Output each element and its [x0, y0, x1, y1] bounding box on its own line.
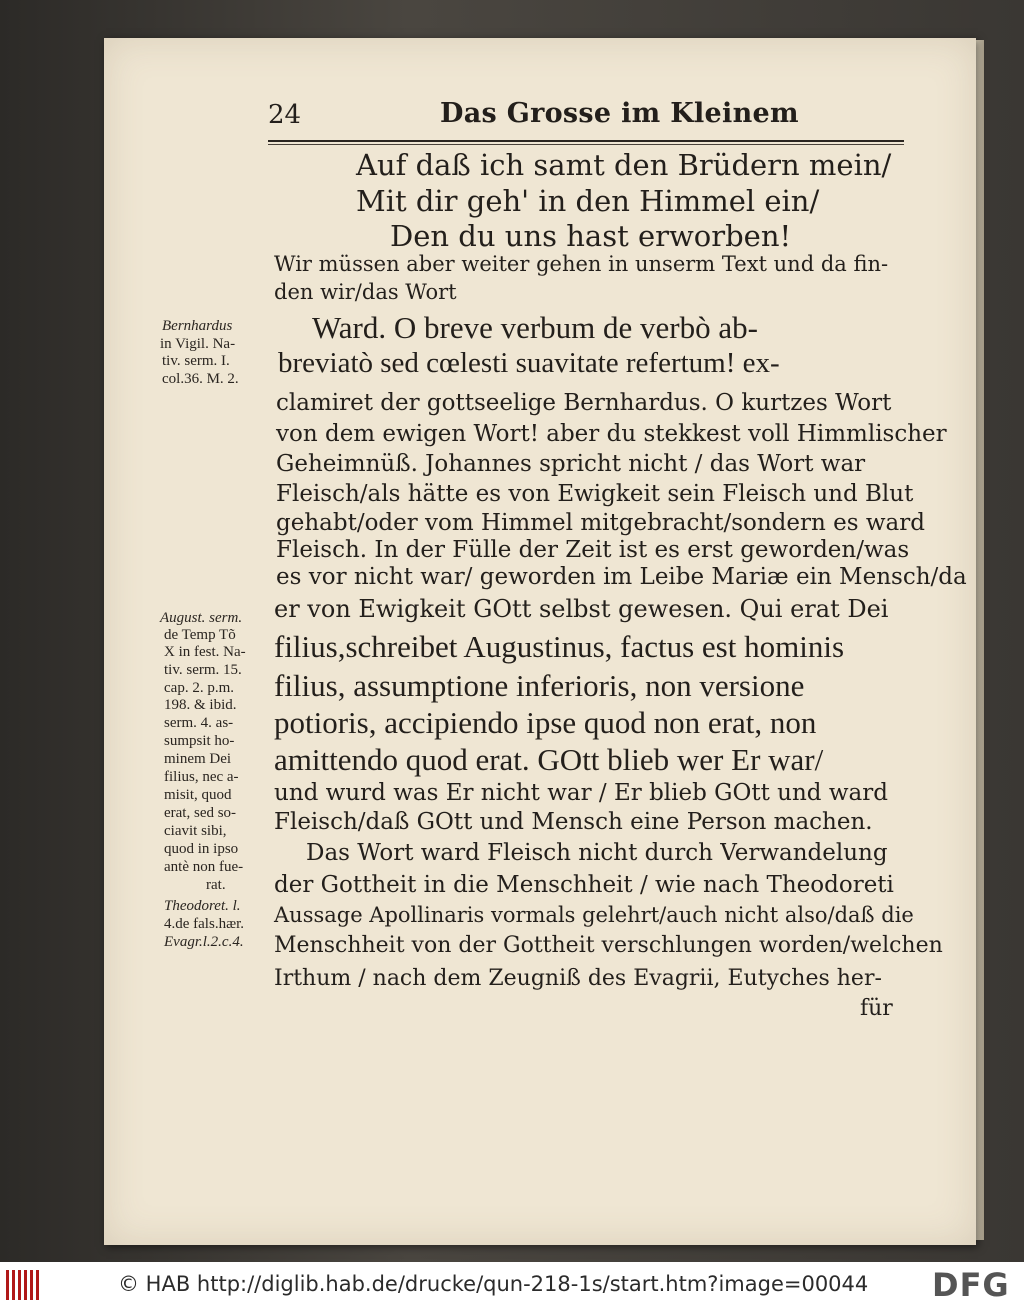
margin-note: de Temp Tõ — [164, 627, 236, 643]
text-line: und wurd was Er nicht war / Er blieb GOtt und ward — [274, 780, 888, 806]
text-line: Ward. O breve verbum de verbò ab- — [312, 310, 758, 345]
text-line: Den du uns hast erworben! — [390, 219, 792, 253]
text-line: breviatò sed cœlesti suavitate refertum! ex- — [278, 347, 780, 379]
text-line: Wir müssen aber weiter gehen in unserm Text und da fin- — [274, 252, 889, 276]
margin-note: filius, nec a- — [164, 769, 239, 785]
margin-note: ciavit sibi, — [164, 823, 227, 839]
text-line: Mit dir geh' in den Himmel ein/ — [356, 184, 820, 218]
margin-note: cap. 2. p.m. — [164, 680, 234, 696]
text-line: Fleisch. In der Fülle der Zeit ist es erst geworden/was — [276, 537, 910, 563]
text-line: potioris, accipiendo ipse quod non erat, non — [274, 705, 817, 740]
text-line: Menschheit von der Gottheit verschlungen worden/welchen — [274, 933, 943, 958]
margin-note: minem Dei — [164, 751, 232, 767]
text-line: von dem ewigen Wort! aber du stekkest voll Himmlischer — [276, 421, 947, 447]
text-line: gehabt/oder vom Himmel mitgebracht/sondern es ward — [276, 510, 925, 536]
running-title: Das Grosse im Kleinem — [440, 98, 799, 129]
text-line: Geheimnüß. Johannes spricht nicht / das Wort war — [276, 451, 866, 477]
margin-note: sumpsit ho- — [164, 733, 235, 749]
library-logo-icon — [6, 1270, 44, 1300]
text-line: Irthum / nach dem Zeugniß des Evagrii, Eutyches her- — [274, 966, 882, 991]
text-line: den wir/das Wort — [274, 280, 457, 304]
text-line: es vor nicht war/ geworden im Leibe Mariæ ein Mensch/da — [276, 564, 967, 590]
margin-note: serm. 4. as- — [164, 715, 234, 731]
margin-note: 4.de fals.hær. — [164, 916, 244, 932]
text-line: der Gottheit in die Menschheit / wie nach Theodoreti — [274, 872, 894, 898]
copyright-link[interactable]: © HAB http://diglib.hab.de/drucke/qun-218-1s/start.htm?image=00044 — [118, 1272, 869, 1296]
margin-note: X in fest. Na- — [164, 644, 246, 660]
margin-note: tiv. serm. I. — [162, 353, 230, 369]
margin-note: Theodoret. l. — [164, 898, 241, 914]
text-line: clamiret der gottseelige Bernhardus. O kurtzes Wort — [276, 390, 892, 416]
margin-note: misit, quod — [164, 787, 232, 803]
margin-note: quod in ipso — [164, 841, 239, 857]
catchword: für — [860, 996, 893, 1021]
text-line: Fleisch/als hätte es von Ewigkeit sein Fleisch und Blut — [276, 481, 914, 507]
dfg-logo: DFG — [932, 1266, 1010, 1304]
page-edge — [976, 40, 984, 1240]
margin-note: Bernhardus — [162, 318, 233, 334]
page-number: 24 — [268, 100, 302, 130]
text-line: er von Ewigkeit GOtt selbst gewesen. Qui erat Dei — [274, 595, 889, 623]
margin-note: Evagr.l.2.c.4. — [164, 934, 244, 950]
text-line: Fleisch/daß GOtt und Mensch eine Person machen. — [274, 809, 873, 835]
margin-note: August. serm. — [160, 610, 243, 626]
margin-note: tiv. serm. 15. — [164, 662, 242, 678]
header-rule-thin — [268, 144, 904, 145]
margin-note: antè non fue- — [164, 859, 244, 875]
margin-note: in Vigil. Na- — [160, 336, 236, 352]
text-line: filius,schreibet Augustinus, factus est hominis — [274, 629, 845, 664]
margin-note: 198. & ibid. — [164, 697, 237, 713]
text-line: filius, assumptione inferioris, non versione — [274, 668, 805, 703]
text-line: Aussage Apollinaris vormals gelehrt/auch nicht also/daß die — [274, 903, 914, 927]
header-rule — [268, 140, 904, 142]
margin-note: rat. — [206, 877, 226, 893]
text-line: Auf daß ich samt den Brüdern mein/ — [356, 148, 892, 182]
margin-note: col.36. M. 2. — [162, 371, 239, 387]
text-line: amittendo quod erat. GOtt blieb wer Er war/ — [274, 742, 824, 777]
margin-note: erat, sed so- — [164, 805, 237, 821]
text-line: Das Wort ward Fleisch nicht durch Verwandelung — [306, 840, 888, 866]
